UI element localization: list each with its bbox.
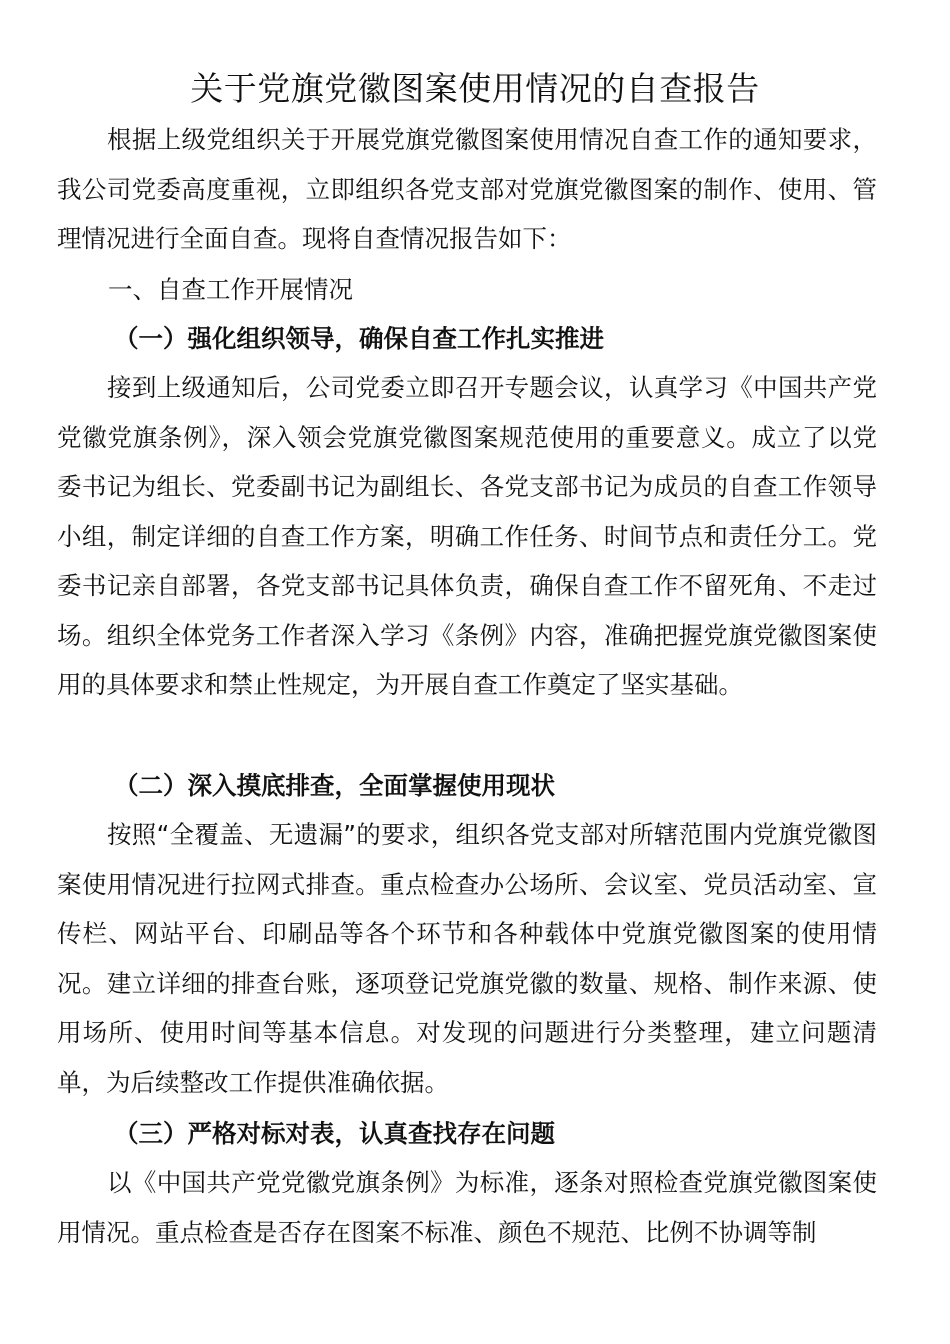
subsection-paragraph-3: 以《中国共产党党徽党旗条例》为标准，逐条对照检查党旗党徽图案使用情况。重点检查是否存在图案不标准、颜色不规范、比例不协调等制 [57,1168,877,1247]
subsection-heading-1: （一）强化组织领导，确保自查工作扎实推进 [114,324,604,353]
document-title: 关于党旗党徽图案使用情况的自查报告 [190,69,760,108]
intro-paragraph: 根据上级党组织关于开展党旗党徽图案使用情况自查工作的通知要求，我公司党委高度重视，立即组织各党支部对党旗党徽图案的制作、使用、管理情况进行全面自查。现将自查情况报告如下： [57,125,877,253]
subsection-paragraph-2: 按照“全覆盖、无遗漏”的要求，组织各党支部对所辖范围内党旗党徽图案使用情况进行拉网式排查。重点检查办公场所、会议室、党员活动室、宣传栏、网站平台、印刷品等各个环节和各种载体中党旗党徽图案的使用情况。建立详细的排查台账，逐项登记党旗党徽的数量、规格、制作来源、使用场所、使用时间等基本信息。对发现的问题进行分类整理，建立问题清单，为后续整改工作提供准确依据。 [57,820,877,1097]
subsection-paragraph-1: 接到上级通知后，公司党委立即召开专题会议，认真学习《中国共产党党徽党旗条例》，深入领会党旗党徽图案规范使用的重要意义。成立了以党委书记为组长、党委副书记为副组长、各党支部书记为成员的自查工作领导小组，制定详细的自查工作方案，明确工作任务、时间节点和责任分工。党委书记亲自部署，各党支部书记具体负责，确保自查工作不留死角、不走过场。组织全体党务工作者深入学习《条例》内容，准确把握党旗党徽图案使用的具体要求和禁止性规定，为开展自查工作奠定了坚实基础。 [57,373,877,699]
section-heading-1: 一、自查工作开展情况 [108,275,353,304]
subsection-heading-3: （三）严格对标对表，认真查找存在问题 [114,1119,555,1148]
subsection-heading-2: （二）深入摸底排查，全面掌握使用现状 [114,771,555,800]
